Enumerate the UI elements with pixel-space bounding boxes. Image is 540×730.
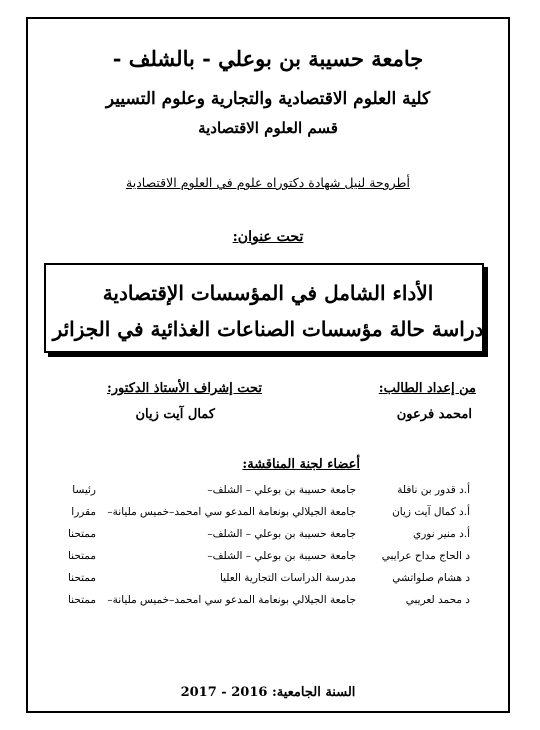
title-line-1: الأداء الشامل في المؤسسات الإقتصادية — [102, 281, 434, 305]
under-title-label: تحت عنوان: — [232, 229, 304, 245]
member-role: مقررا — [71, 506, 96, 518]
committee-label: أعضاء لجنة المناقشة: — [242, 457, 360, 472]
member-role: ممتحنا — [67, 594, 96, 606]
title-line-2: دراسة حالة مؤسسات الصناعات الغذائية في الجزائر — [52, 317, 484, 341]
supervisor-name: كمال آيت زيان — [135, 407, 215, 422]
member-university: جامعة حسيبة بن بوعلي – الشلف– — [207, 550, 356, 562]
student-name: امحمد فرعون — [396, 407, 472, 422]
department-name: قسم العلوم الاقتصادية — [198, 119, 338, 137]
member-role: ممتحنا — [67, 572, 96, 584]
member-name: د هشام صلواتشي — [392, 572, 470, 584]
member-name: د الحاج مداح عرايبي — [381, 550, 470, 562]
member-name: د محمد لعريبي — [405, 594, 470, 606]
student-label: من إعداد الطالب: — [378, 381, 476, 396]
member-name: أ.د منير نوري — [413, 528, 470, 540]
member-role: رئيسا — [72, 484, 96, 496]
supervisor-label: تحت إشراف الأستاذ الدكتور: — [106, 381, 262, 396]
member-role: ممتحنا — [67, 550, 96, 562]
member-role: ممتحنا — [67, 528, 96, 540]
member-name: أ.د كمال آيت زيان — [392, 506, 470, 518]
member-university: جامعة حسيبة بن بوعلي – الشلف– — [207, 528, 356, 540]
member-university: جامعة الجيلالي بونعامة المدعو سي امحمد–خميس مليانة– — [107, 594, 356, 606]
member-university: جامعة حسيبة بن بوعلي – الشلف– — [207, 484, 356, 496]
member-name: أ.د قدور بن نافلة — [397, 484, 470, 496]
member-university: جامعة الجيلالي بونعامة المدعو سي امحمد–خميس مليانة– — [107, 506, 356, 518]
member-university: مدرسة الدراسات التجارية العليا — [219, 572, 356, 584]
thesis-type: أطروحة لنيل شهادة دكتوراه علوم في العلوم الاقتصادية — [126, 175, 410, 190]
university-name: جامعة حسيبة بن بوعلي - بالشلف - — [112, 46, 424, 71]
academic-year: السنة الجامعية: 2016 - 2017 — [180, 685, 356, 700]
faculty-name: كلية العلوم الاقتصادية والتجارية وعلوم التسيير — [105, 89, 431, 109]
